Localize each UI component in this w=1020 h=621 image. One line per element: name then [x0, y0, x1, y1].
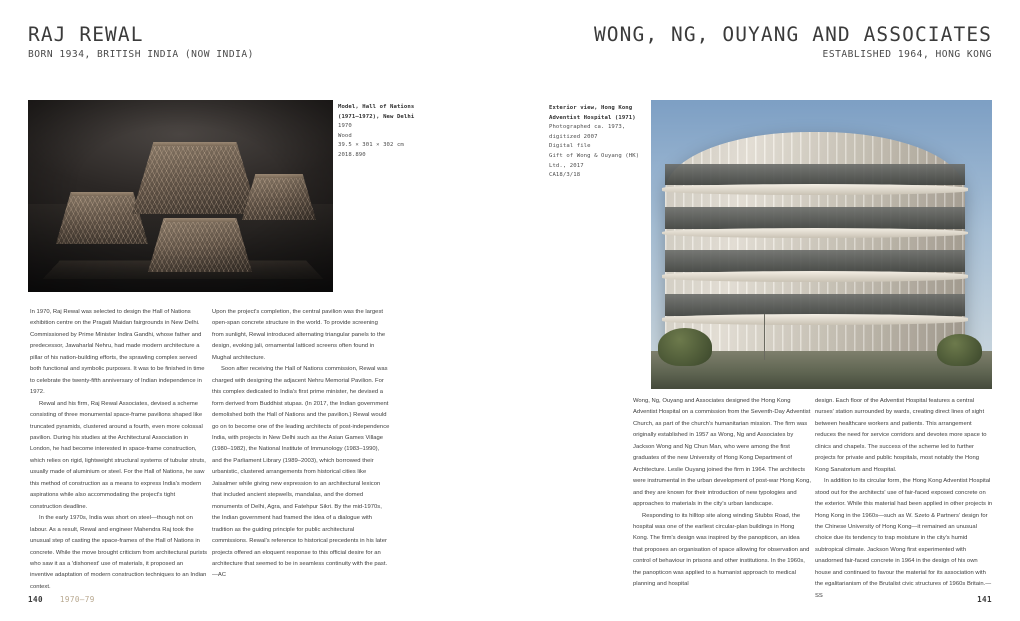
caption-credit-line-1: Gift of Wong & Ouyang (HK) [549, 153, 640, 160]
architectural-model-photograph [28, 100, 333, 292]
paragraph: Responding to its hilltop site along winding Stubbs Road, the hospital was one of the earliest circular-plan buildings in Hong Kong. The firm's design was inspired by the panopticon, an idea that proposes an organisation of space allowing for observation and control of behaviour in prisons and other institutions. In the 1960s, the panopticon was applied to a humanist approach to medical planning and hospital [633, 512, 810, 588]
window-band-1 [665, 164, 965, 186]
window-band-2 [665, 207, 965, 229]
paragraph: Wong, Ng, Ouyang and Associates designed the Hong Kong Adventist Hospital on a commission from the Seventh-Day Adventist Church, as part of the church's humanitarian mission. The firm was originally established in 1957 as Wong, Ng and Associates by Jackson Wong and Ng Chun Man, who were among the first graduates of the new University of Hong Kong Department of Architecture. Leslie Ouyang joined the firm in 1964. The architects were instrumental in the urban development of post-war Hong Kong, and they are known for their introduction of new typologies and approaches to materials in the city's urban landscape. [633, 398, 812, 508]
paragraph: In 1970, Raj Rewal was selected to design the Hall of Nations exhibition centre on the Pragati Maidan fairgrounds in New Delhi. Commissioned by Prime Minister Indira Gandhi, whose father and predecessor, Jawaharlal Nehru, had made modern architecture a pillar of his nation-building efforts, the sprawling complex served both functional and symbolic purposes. It was to be finished in time to celebrate the twenty-fifth anniversary of Indian independence in 1972. [30, 309, 205, 396]
caption-title-line-1: Exterior view, Hong Kong [549, 105, 633, 111]
architect-birth-line: BORN 1934, BRITISH INDIA (NOW INDIA) [28, 49, 254, 61]
lamp-pole [764, 314, 766, 360]
firm-established-line: ESTABLISHED 1964, HONG KONG [822, 49, 992, 61]
caption-title-line-2: Adventist Hospital (1971) [549, 114, 636, 121]
page-number: 141 [977, 595, 992, 604]
right-page-footer [977, 595, 992, 604]
left-page-header [28, 24, 254, 60]
firm-name-heading: WONG, NG, OUYANG AND ASSOCIATES [593, 23, 992, 46]
caption-digitized-date: digitized 2007 [549, 133, 598, 140]
foliage-right [937, 334, 981, 366]
chapter-era-label: 1970–79 [59, 595, 95, 604]
caption-dimensions: 39.5 × 301 × 302 cm [338, 142, 404, 149]
paragraph: In addition to its circular form, the Hong Kong Adventist Hospital stood out for the architects' use of fair-faced exposed concrete on the exterior. While this material had been applied in other projects in Hong Kong in the 1960s—such as W. Szeto & Partners' design for the Chinese University of Hong Kong—it remained an unusual choice due its tendency to trap moisture in the city's humid subtropical climate. Jackson Wong first experimented with unadorned fair-faced concrete in 1964 in the design of his own house and continued to favour the material for its association with the egalitarianism of the Brutalist civic structures of 1960s Britain.—SS [815, 478, 993, 599]
paragraph: Soon after receiving the Hall of Nations commission, Rewal was charged with designing the adjacent Nehru Memorial Pavilion. For this complex dedicated to India's first prime minister, he devised a form derived from Buddhist stupas. (In 2017, the Indian government demolished both the Hall of Nations and the pavilion.) Rewal would go on to become one of the leading architects of post-independence India, with projects in New Delhi such as the Asian Games Village (1980–1982), the National Institute of Immunology (1983–1990), and the Parliament Library (1989–2003), which borrowed their urbanistic, clustered arrangements from historical cities like Jaisalmer while giving new expression to an architectural lexicon that included ancient stepwells, mandalas, and the domed monuments of Delhi, Agra, and Fatehpur Sikri. By the mid-1970s, the Indian government had framed the idea of a dialogue with tradition as the guiding principle for public architectural commissions. Rewal's reference to historical precedents in his later projects offered an eloquent response to this official desire for an architecture that seemed to be in seamless continuity with the past.—AC [212, 366, 390, 579]
paragraph: In the early 1970s, India was short on steel—though not on labour. As a result, Rewal and engineer Mahendra Raj took the unusual step of casting the space-frames of the Hall of Nations in concrete. While the move brought criticism from architectural purists who saw it as a 'dishonest' use of materials, it proposed an inventive adaptation of modern construction techniques to an Indian context. [30, 515, 208, 590]
caption-title-line-2: (1971–1972), New Delhi [338, 113, 415, 120]
hospital-exterior-photograph [651, 100, 992, 389]
paragraph: Rewal and his firm, Raj Rewal Associates, devised a scheme consisting of three monumental space-frame pavilions shaped like truncated pyramids, clustered around a fourth, even more colossal pavilion. During his studies at the Architectural Association in London, he had become interested in space-frame construction, which relies on rigid, lightweight structural systems of tubular struts, usually made of aluminium or steel. For the Hall of Nations, he saw this method of construction as a means to express India's modern aspirations while also accommodating the project's tight construction deadline. [30, 400, 206, 510]
foliage-left [658, 328, 713, 366]
right-page-header [594, 24, 992, 60]
right-image-caption [549, 104, 671, 181]
caption-medium: Digital file [549, 143, 591, 150]
right-body-column-1 [633, 396, 811, 591]
window-band-3 [665, 250, 965, 272]
floor-ledge-2 [662, 228, 968, 239]
left-body-column-1 [30, 307, 208, 593]
caption-date: 1970 [338, 123, 352, 130]
floor-ledge-4 [662, 314, 968, 325]
caption-accession-number: CA18/3/18 [549, 172, 581, 179]
left-image-caption [338, 103, 460, 161]
left-body-column-2 [212, 307, 390, 582]
left-page-footer [28, 595, 95, 604]
paragraph: design. Each floor of the Adventist Hospital features a central nurses' station surrounded by wards, creating direct lines of sight between healthcare workers and patients. This arrangement reduces the need for service corridors and devotes more space to clinics and chapels. The success of the scheme led to further projects for private and public hospitals, most notably the Hong Kong Sanatorium and Hospital. [815, 398, 987, 473]
floor-ledge-1 [662, 184, 968, 195]
paragraph: Upon the project's completion, the central pavilion was the largest open-span concrete structure in the world. To provide screening from sunlight, Rewal introduced alternating triangular panels to the design, evoking jali, ornamental latticed screens often found in Mughal architecture. [212, 309, 386, 361]
page-number: 140 [28, 595, 43, 604]
caption-credit-line-2: Ltd., 2017 [549, 162, 584, 169]
floor-ledge-3 [662, 271, 968, 282]
architect-name-heading: RAJ REWAL [28, 23, 144, 46]
window-band-4 [665, 294, 965, 316]
caption-photographed-date: Photographed ca. 1973, [549, 124, 626, 131]
circular-hospital-building [665, 132, 965, 360]
right-body-column-2 [815, 396, 993, 602]
caption-title-line-1: Model, Hall of Nations [338, 104, 415, 110]
photo-vignette [28, 100, 333, 292]
caption-medium: Wood [338, 132, 352, 139]
caption-accession-number: 2018.890 [338, 152, 366, 159]
